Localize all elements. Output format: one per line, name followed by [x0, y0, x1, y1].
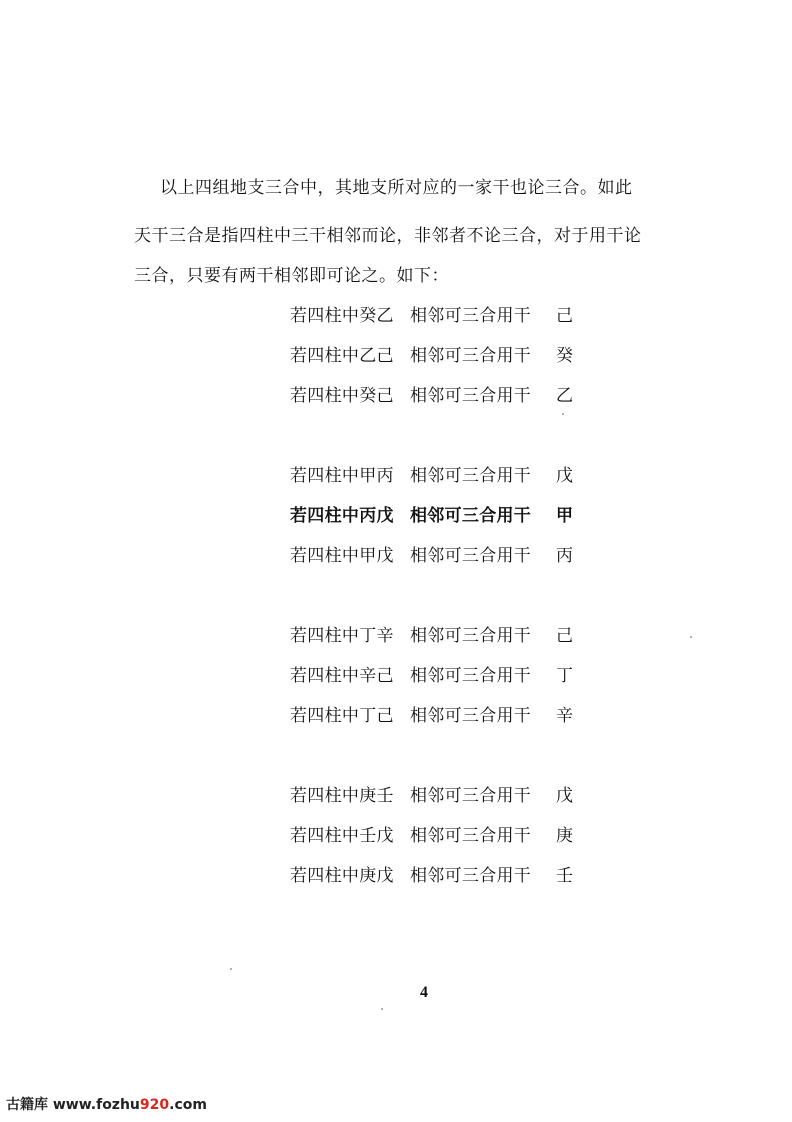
watermark-prefix: 古籍库 www.fozhu — [6, 1097, 140, 1113]
rule-result: 相邻可三合用干 — [410, 506, 532, 526]
paragraph-line-3: 三合，只要有两干相邻即可论之。如下： — [134, 266, 449, 286]
scan-speck — [230, 968, 232, 970]
watermark-highlight: 920 — [139, 1097, 170, 1113]
paragraph-line-1: 以上四组地支三合中，其地支所对应的一家干也论三合。如此 — [160, 178, 633, 198]
rule-result: 相邻可三合用干 — [410, 306, 532, 326]
rule-result: 相邻可三合用干 — [410, 466, 532, 486]
rule-row — [290, 626, 580, 646]
rule-condition: 若四柱中癸乙 — [290, 306, 394, 326]
rule-condition: 若四柱中乙己 — [290, 346, 394, 366]
rule-condition: 若四柱中丁己 — [290, 706, 394, 726]
rule-result: 相邻可三合用干 — [410, 706, 532, 726]
rule-result: 相邻可三合用干 — [410, 386, 532, 406]
rule-condition: 若四柱中辛己 — [290, 666, 394, 686]
scan-speck — [690, 636, 692, 638]
scan-speck — [562, 413, 564, 415]
rule-row — [290, 506, 580, 526]
rule-stem: 乙 — [556, 386, 574, 406]
rule-row — [290, 386, 580, 406]
rule-row — [290, 466, 580, 486]
rule-stem: 己 — [556, 626, 574, 646]
rule-condition: 若四柱中癸己 — [290, 386, 394, 406]
rule-condition: 若四柱中壬戊 — [290, 826, 394, 846]
rule-stem: 辛 — [556, 706, 574, 726]
rule-result: 相邻可三合用干 — [410, 346, 532, 366]
rule-stem: 戊 — [556, 786, 574, 806]
rule-condition: 若四柱中庚戊 — [290, 866, 394, 886]
rule-row — [290, 866, 580, 886]
rule-result: 相邻可三合用干 — [410, 626, 532, 646]
rule-result: 相邻可三合用干 — [410, 826, 532, 846]
rule-result: 相邻可三合用干 — [410, 786, 532, 806]
rule-result: 相邻可三合用干 — [410, 546, 532, 566]
rule-stem: 庚 — [556, 826, 574, 846]
rule-stem: 丙 — [556, 546, 574, 566]
watermark-suffix: .com — [169, 1097, 207, 1113]
rule-row — [290, 786, 580, 806]
rule-row — [290, 546, 580, 566]
rule-stem: 甲 — [556, 506, 574, 526]
rule-row — [290, 306, 580, 326]
rule-row — [290, 666, 580, 686]
rule-stem: 戊 — [556, 466, 574, 486]
rule-condition: 若四柱中丙戊 — [290, 506, 394, 526]
site-watermark — [6, 1094, 207, 1114]
rule-result: 相邻可三合用干 — [410, 666, 532, 686]
scan-speck — [381, 1008, 383, 1010]
rule-result: 相邻可三合用干 — [410, 866, 532, 886]
rule-condition: 若四柱中庚壬 — [290, 786, 394, 806]
rule-condition: 若四柱中丁辛 — [290, 626, 394, 646]
rule-condition: 若四柱中甲丙 — [290, 466, 394, 486]
paragraph-line-2: 天干三合是指四柱中三干相邻而论，非邻者不论三合，对于用干论 — [134, 226, 642, 246]
rule-row — [290, 706, 580, 726]
rule-row — [290, 346, 580, 366]
rule-stem: 壬 — [556, 866, 574, 886]
rule-condition: 若四柱中甲戊 — [290, 546, 394, 566]
rule-stem: 己 — [556, 306, 574, 326]
rule-stem: 癸 — [556, 346, 574, 366]
page-number: 4 — [420, 984, 428, 1001]
rule-row — [290, 826, 580, 846]
rule-stem: 丁 — [556, 666, 574, 686]
